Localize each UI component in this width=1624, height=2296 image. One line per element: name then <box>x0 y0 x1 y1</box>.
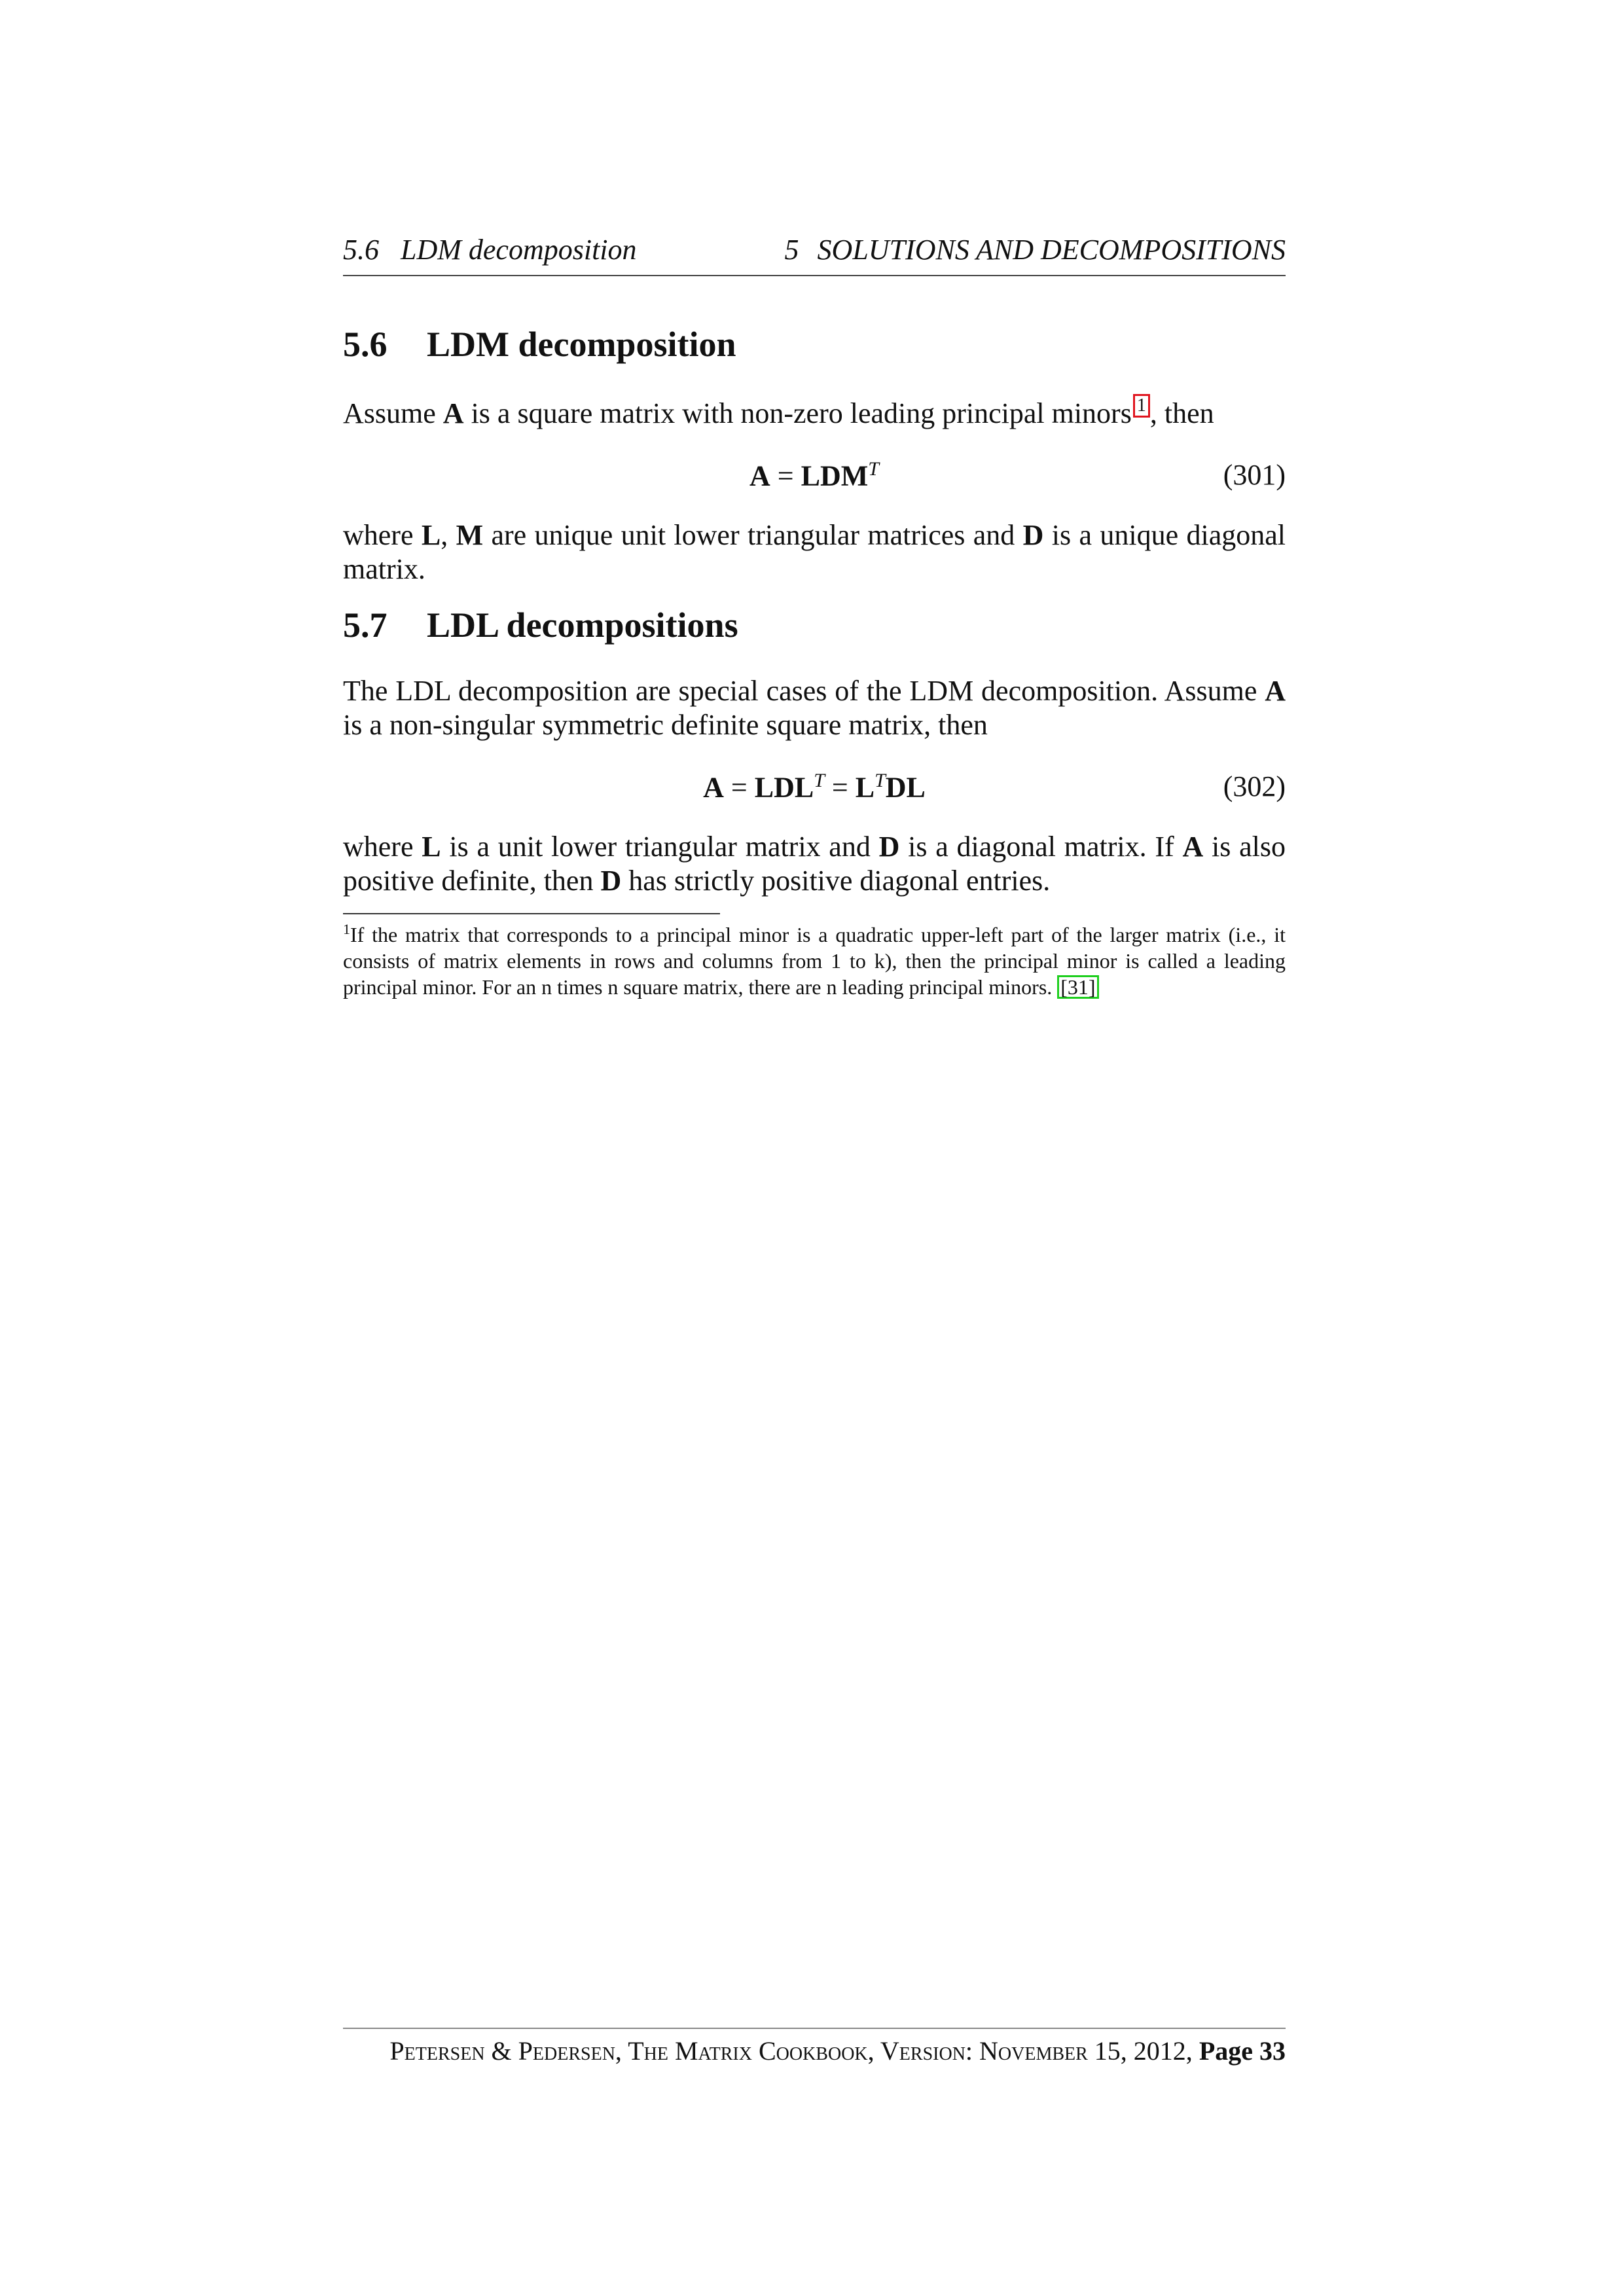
footnote-mark: 1 <box>343 921 350 937</box>
matrix-symbol: L <box>421 519 441 551</box>
footnote-rule <box>343 913 720 914</box>
citation-link[interactable]: [31] <box>1057 975 1098 999</box>
matrix-symbol: A <box>1182 831 1204 863</box>
paragraph-ldl-intro <box>343 674 1286 742</box>
paragraph-ldl-where <box>343 830 1286 898</box>
footer-text: Petersen & Pedersen, The Matrix Cookbook, Version: November 15, 2012, <box>389 2036 1199 2066</box>
matrix-symbol: L <box>855 771 875 804</box>
equation-number: (302) <box>1223 770 1286 802</box>
footer-rule <box>343 2028 1286 2029</box>
text-run: , then <box>1149 397 1214 429</box>
header-chapter-number: 5 <box>784 234 799 266</box>
transpose-superscript: T <box>814 770 825 791</box>
section-title: LDL decompositions <box>427 605 738 645</box>
text-run: has strictly positive diagonal entries. <box>621 865 1051 897</box>
equation-301 <box>343 458 1286 497</box>
text-run: is a unique diagonal matrix. <box>343 519 1286 585</box>
header-section-title: 5.6 LDM decomposition <box>343 234 637 266</box>
matrix-product: LDM <box>801 459 869 492</box>
text-run: is a non-singular symmetric definite square matrix, then <box>343 709 988 741</box>
paragraph-ldm-where <box>343 518 1286 586</box>
transpose-superscript: T <box>868 458 879 480</box>
page-footer <box>343 2036 1286 2066</box>
equation-number: (301) <box>1223 459 1286 491</box>
section-title: LDM decomposition <box>427 325 736 364</box>
text-run: is a unit lower triangular matrix and <box>441 831 879 863</box>
equals-sign: = <box>723 771 755 804</box>
text-run: is also positive definite, then <box>343 831 1286 897</box>
text-run: is a square matrix with non-zero leading principal minors <box>463 397 1132 429</box>
equation-formula <box>343 770 1286 804</box>
matrix-symbol: L <box>422 831 441 863</box>
matrix-symbol: M <box>456 519 484 551</box>
matrix-symbol: D <box>1022 519 1044 551</box>
text-run: Assume <box>343 397 443 429</box>
matrix-symbol: A <box>703 771 724 804</box>
running-header <box>343 233 1286 272</box>
section-number: 5.7 <box>343 605 388 645</box>
paragraph-ldm-intro <box>343 394 1286 431</box>
matrix-symbol: A <box>1265 675 1286 707</box>
section-heading-5-6 <box>343 324 736 365</box>
equals-sign: = <box>770 459 801 492</box>
matrix-symbol: A <box>442 397 464 429</box>
header-rule <box>343 275 1286 276</box>
matrix-symbol: A <box>749 459 770 492</box>
section-number: 5.6 <box>343 325 388 364</box>
text-run: where <box>343 831 422 863</box>
page-number: Page 33 <box>1199 2036 1286 2066</box>
matrix-symbol: D <box>600 865 622 897</box>
text-run: where <box>343 519 422 551</box>
text-run: are unique unit lower triangular matrices and <box>483 519 1023 551</box>
matrix-product: LDL <box>754 771 814 804</box>
header-chapter-name: SOLUTIONS AND DECOMPOSITIONS <box>817 234 1286 266</box>
transpose-superscript: T <box>875 770 886 791</box>
footnote <box>343 916 1286 1000</box>
equals-sign: = <box>824 771 856 804</box>
text-run: The LDL decomposition are special cases of the LDM decomposition. Assume <box>343 675 1265 707</box>
text-run: is a diagonal matrix. If <box>899 831 1183 863</box>
equation-302 <box>343 770 1286 809</box>
equation-formula <box>343 458 1286 493</box>
footnote-text: If the matrix that corresponds to a principal minor is a quadratic upper-left part of the larger matrix (i.e., it consists of matrix elements in rows and columns from 1 to k), then the principal minor is called a leading principal minor. For an n times n square matrix, there are n leading principal minors. <box>343 923 1286 999</box>
matrix-symbol: D <box>878 831 900 863</box>
section-heading-5-7 <box>343 605 738 645</box>
matrix-product: DL <box>885 771 926 804</box>
text-run: , <box>441 519 456 551</box>
header-chapter-title <box>785 233 1286 266</box>
footnote-reference-link[interactable]: 1 <box>1133 394 1150 418</box>
